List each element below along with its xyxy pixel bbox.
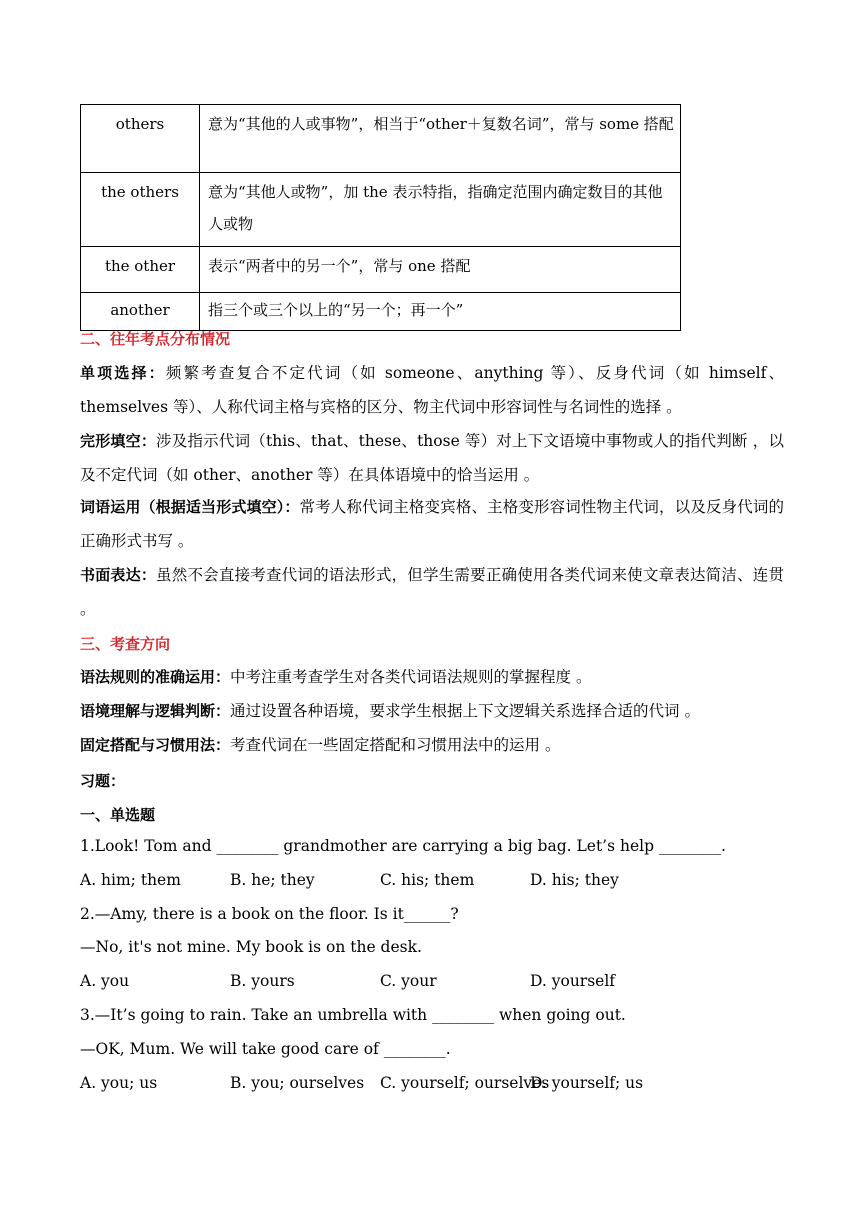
paragraph-label: 完形填空：: [80, 432, 157, 450]
paragraph: [80, 424, 784, 492]
paragraph-label: 语法规则的准确运用：: [80, 668, 231, 686]
paragraph: [80, 490, 784, 558]
paragraph: [80, 558, 784, 626]
option-d: D. yourself: [530, 972, 616, 990]
paragraph-text: 通过设置各种语境，要求学生根据上下文逻辑关系选择合适的代词 。: [230, 702, 700, 720]
question-text: —OK, Mum. We will take good care of ________.: [80, 1040, 451, 1058]
paragraph-label: 单项选择：: [80, 364, 166, 382]
exercises-label: 习题：: [80, 772, 126, 790]
table-term: the other: [81, 247, 200, 293]
paragraph-label: 固定搭配与习惯用法：: [80, 736, 231, 754]
option-b: B. he; they: [230, 871, 315, 889]
table-term: another: [81, 293, 200, 331]
paragraph-text: 频繁考查复合不定代词（如 someone、anything 等）、反身代词（如 himself、themselves 等）、人称代词主格与宾格的区分、物主代词中形容词性与名词性的选择 。: [80, 364, 784, 416]
option-b: B. yours: [230, 972, 295, 990]
option-a: A. him; them: [80, 871, 181, 889]
paragraph-text: 虽然不会直接考查代词的语法形式，但学生需要正确使用各类代词来使文章表达简洁、连贯 。: [80, 566, 784, 618]
question-text: 1.Look! Tom and ________ grandmother are carrying a big bag. Let’s help ________.: [80, 837, 726, 855]
paragraph-text: 中考注重考查学生对各类代词语法规则的掌握程度 。: [230, 668, 592, 686]
paragraph-label: 书面表达：: [80, 566, 157, 584]
table-row: [81, 247, 681, 293]
paragraph-text: 考查代词在一些固定搭配和习惯用法中的运用 。: [230, 736, 561, 754]
paragraph: [80, 356, 784, 424]
option-d: D. his; they: [530, 871, 619, 889]
table-row: [81, 293, 681, 331]
option-a: A. you; us: [80, 1074, 158, 1092]
option-a: A. you: [80, 972, 130, 990]
table-description: 意为“其他的人或事物”，相当于“other＋复数名词”，常与 some 搭配: [200, 105, 681, 173]
table-term: the others: [81, 173, 200, 247]
option-b: B. you; ourselves: [230, 1074, 365, 1092]
exercise-section-heading: 一、单选题: [80, 806, 156, 824]
table-description: 表示“两者中的另一个”，常与 one 搭配: [200, 247, 681, 293]
question-text: 2.—Amy, there is a book on the floor. Is it______?: [80, 905, 459, 923]
paragraph: [80, 694, 784, 728]
option-c: C. your: [380, 972, 437, 990]
table-row: [81, 105, 681, 173]
paragraph-label: 词语运用（根据适当形式填空）：: [80, 498, 300, 516]
option-c: C. yourself; ourselves: [380, 1074, 550, 1092]
definition-table: [80, 104, 681, 331]
paragraph-text: 常考人称代词主格变宾格、主格变形容词性物主代词，以及反身代词的正确形式书写 。: [80, 498, 784, 550]
table-term: others: [81, 105, 200, 173]
table-row: [81, 173, 681, 247]
table-description: 意为“其他人或物”，加 the 表示特指，指确定范围内确定数目的其他人或物: [200, 173, 681, 247]
section-heading: 三、考查方向: [80, 635, 171, 653]
section-heading: 二、往年考点分布情况: [80, 330, 231, 348]
question-text: 3.—It’s going to rain. Take an umbrella with ________ when going out.: [80, 1006, 626, 1024]
paragraph-text: 涉及指示代词（this、that、these、those 等）对上下文语境中事物或人的指代判断 ，以及不定代词（如 other、another 等）在具体语境中的恰当运用 。: [80, 432, 784, 484]
option-c: C. his; them: [380, 871, 475, 889]
option-d: D. yourself; us: [530, 1074, 644, 1092]
paragraph: [80, 660, 784, 694]
question-text: —No, it's not mine. My book is on the desk.: [80, 938, 422, 956]
paragraph-label: 语境理解与逻辑判断：: [80, 702, 231, 720]
paragraph: [80, 728, 784, 762]
table-description: 指三个或三个以上的“另一个；再一个”: [200, 293, 681, 331]
